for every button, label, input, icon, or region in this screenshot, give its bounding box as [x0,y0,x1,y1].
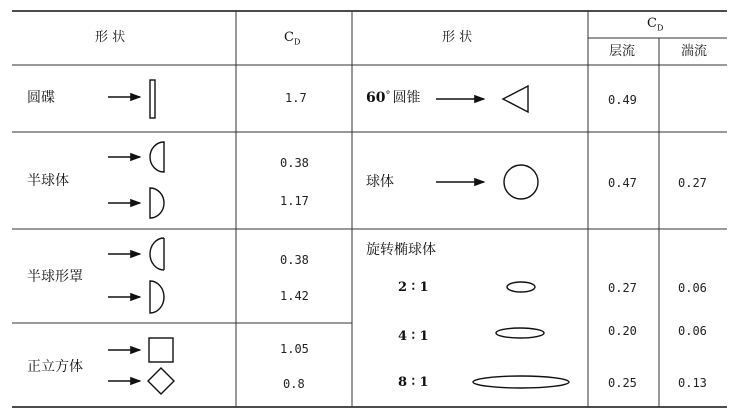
label-cone: 60° 圆锥 [366,90,421,106]
turbulent-ellipsoid-2-1: 0.06 [678,281,707,295]
cd-cube-2: 0.8 [283,377,305,391]
laminar-ellipsoid-4-1: 0.20 [608,324,637,338]
cd-disk: 1.7 [285,91,307,105]
turbulent-ellipsoid-8-1: 0.13 [678,376,707,390]
label-cube: 正立方体 [27,359,83,375]
cd-hemisphere-2: 1.17 [280,194,309,208]
turbulent-ellipsoid-4-1: 0.06 [678,324,707,338]
ellipsoid-2-1-icon [507,282,535,292]
label-hemisphere: 半球体 [27,173,69,189]
label-ellipsoid: 旋转椭球体 [366,242,436,258]
header-cd-right: $C_D$ [647,16,664,33]
laminar-ellipsoid-2-1: 0.27 [608,281,637,295]
thin-disk-icon [108,80,155,118]
ratio-4-1: 4 ∶ 1 [398,329,429,344]
cd-shell-1: 0.38 [280,253,309,267]
header-laminar: 层流 [609,44,636,59]
label-sphere: 球体 [366,174,394,190]
cd-hemisphere-1: 0.38 [280,156,309,170]
header-cd-left: $C_D$ [284,30,301,47]
sphere-icon [436,165,538,199]
header-turbulent: 湍流 [681,44,708,59]
laminar-ellipsoid-8-1: 0.25 [608,376,637,390]
hemisphere-round-front-icon [108,188,164,218]
hemisphere-flat-front-icon [108,142,164,172]
label-hemispherical-shell: 半球形罩 [27,269,83,285]
label-disk: 圆碟 [27,90,55,106]
header-shape-right: 形 状 [442,30,473,45]
ellipsoid-4-1-icon [496,328,544,338]
hemispherical-shell-convex-icon [108,281,164,313]
cd-shell-2: 1.42 [280,289,309,303]
cd-cube-1: 1.05 [280,342,309,356]
ratio-8-1: 8 ∶ 1 [398,375,429,390]
laminar-sphere: 0.47 [608,176,637,190]
header-shape-left: 形 状 [95,30,126,45]
cube-edge-on-icon [108,368,174,394]
hemispherical-shell-concave-icon [108,238,164,270]
cone-icon [436,86,528,112]
ellipsoid-8-1-icon [473,376,569,388]
cube-face-on-icon [108,338,173,362]
turbulent-sphere: 0.27 [678,176,707,190]
ratio-2-1: 2 ∶ 1 [398,280,429,295]
laminar-cone: 0.49 [608,93,637,107]
